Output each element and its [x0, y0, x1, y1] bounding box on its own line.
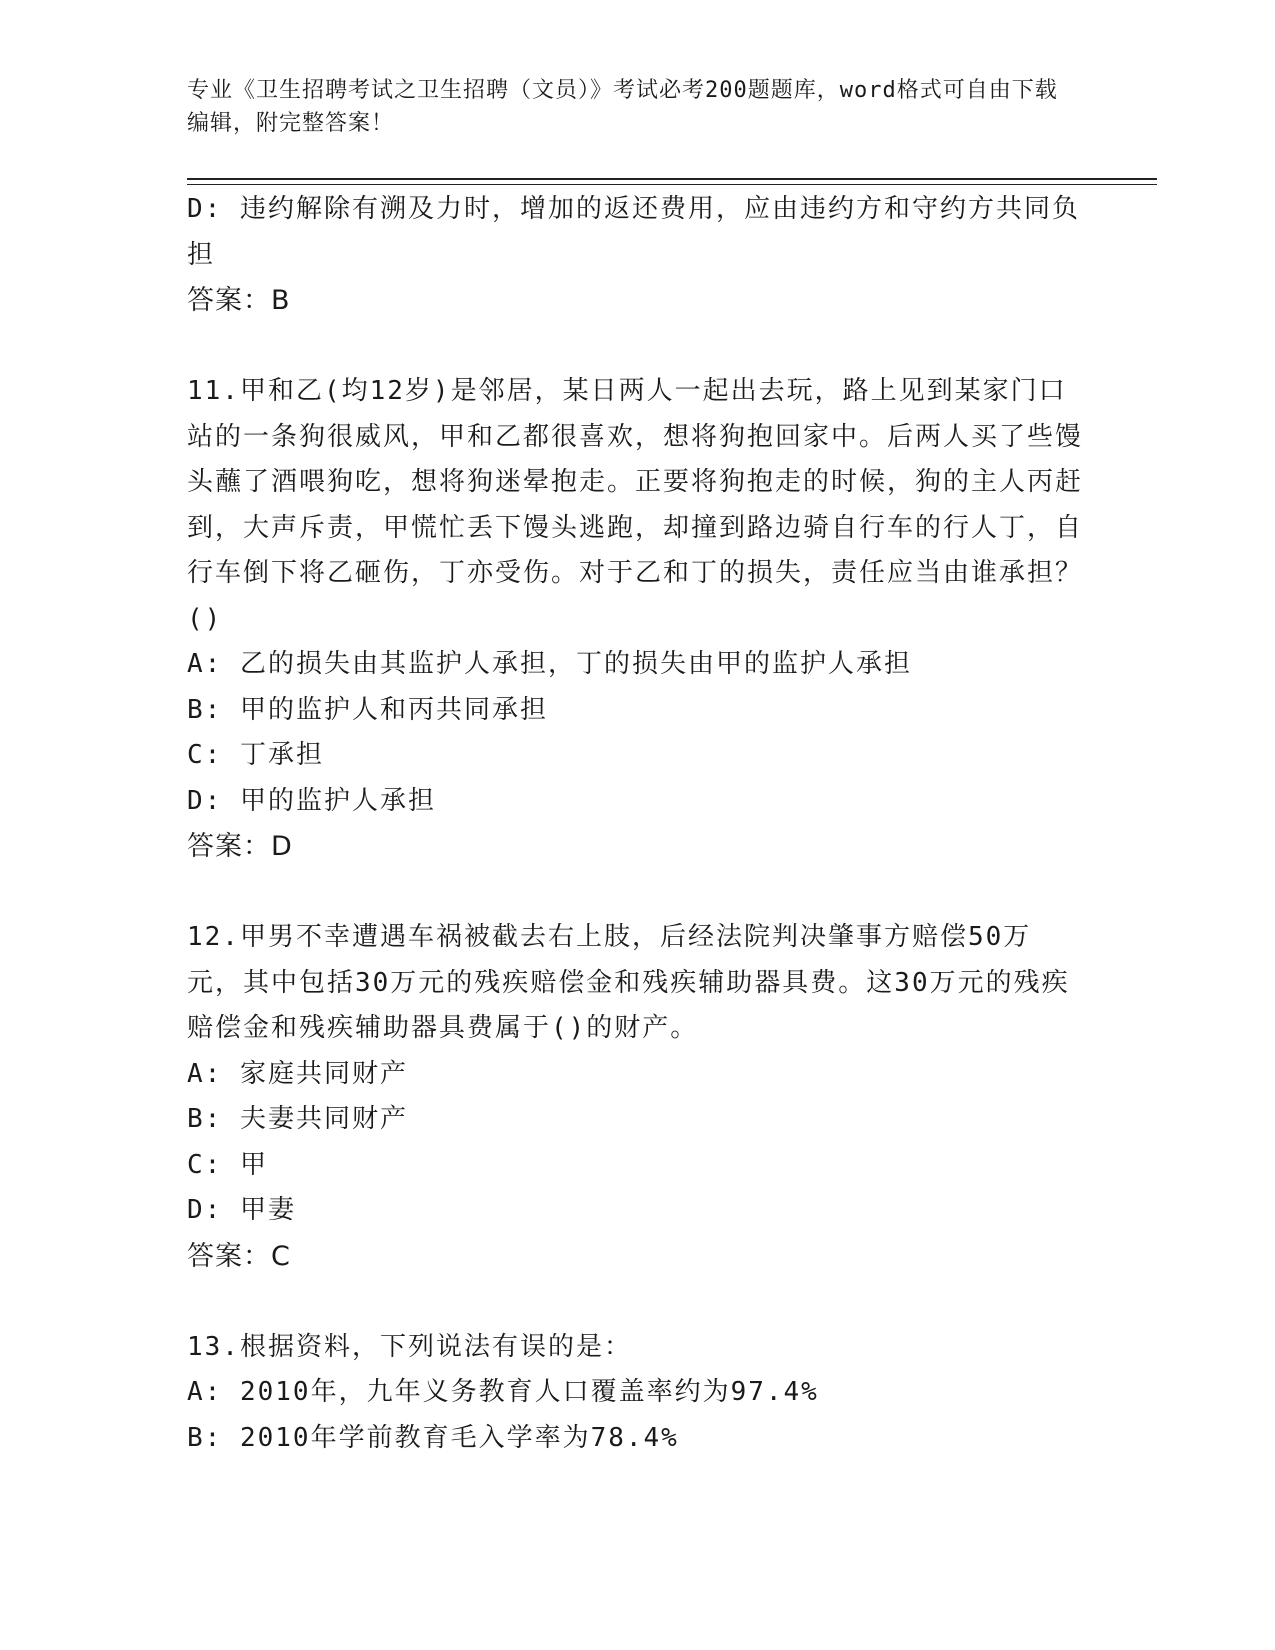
spacer — [187, 1279, 1087, 1325]
question-10-fragment — [187, 187, 1087, 324]
option-a: A: 乙的损失由其监护人承担，丁的损失由甲的监护人承担 — [187, 649, 912, 679]
question-stem: 12.甲男不幸遭遇车祸被截去右上肢，后经法院判决肇事方赔偿50万元，其中包括30万元的残疾赔偿金和残疾辅助器具费。这30万元的残疾赔偿金和残疾辅助器具费属于()的财产。 — [187, 922, 1070, 1043]
option-c: C: 甲 — [187, 1149, 268, 1180]
option-b: B: 甲的监护人和丙共同承担 — [187, 694, 548, 725]
option-d: D: 甲妻 — [187, 1195, 296, 1225]
option-a: A: 2010年，九年义务教育人口覆盖率约为97.4% — [187, 1377, 819, 1407]
option-d: D: 违约解除有溯及力时，增加的返还费用，应由违约方和守约方共同负担 — [187, 194, 1080, 270]
option-b: B: 夫妻共同财产 — [187, 1104, 408, 1134]
question-13 — [187, 1325, 1087, 1462]
spacer — [187, 870, 1087, 916]
answer-line: 答案：D — [187, 831, 293, 862]
option-d: D: 甲的监护人承担 — [187, 785, 436, 816]
option-b: B: 2010年学前教育毛入学率为78.4% — [187, 1422, 679, 1453]
header-rule-thick — [187, 178, 1157, 180]
option-c: C: 丁承担 — [187, 740, 324, 770]
header-rule-thin — [187, 184, 1157, 185]
document-header: 专业《卫生招聘考试之卫生招聘（文员）》考试必考200题题库，word格式可自由下载编辑，附完整答案！ — [187, 78, 1058, 136]
question-11 — [187, 369, 1087, 870]
question-stem: 13.根据资料，下列说法有误的是： — [187, 1331, 632, 1362]
spacer — [187, 324, 1087, 370]
question-12 — [187, 915, 1087, 1279]
question-stem: 11.甲和乙(均12岁)是邻居，某日两人一起出去玩，路上见到某家门口站的一条狗很威风，甲和乙都很喜欢，想将狗抱回家中。后两人买了些馒头蘸了酒喂狗吃，想将狗迷晕抱走。正要将狗抱走的时候，狗的主人丙赶到，大声斥责，甲慌忙丢下馒头逃跑，却撞到路边骑自行车的行人丁，自行车倒下将乙砸伤，丁亦受伤。对于乙和丁的损失，责任应当由谁承担？() — [187, 376, 1084, 634]
option-a: A: 家庭共同财产 — [187, 1058, 408, 1089]
answer-line: 答案：C — [187, 1240, 291, 1272]
document-body — [187, 187, 1087, 1461]
answer-line: 答案：B — [187, 285, 291, 316]
